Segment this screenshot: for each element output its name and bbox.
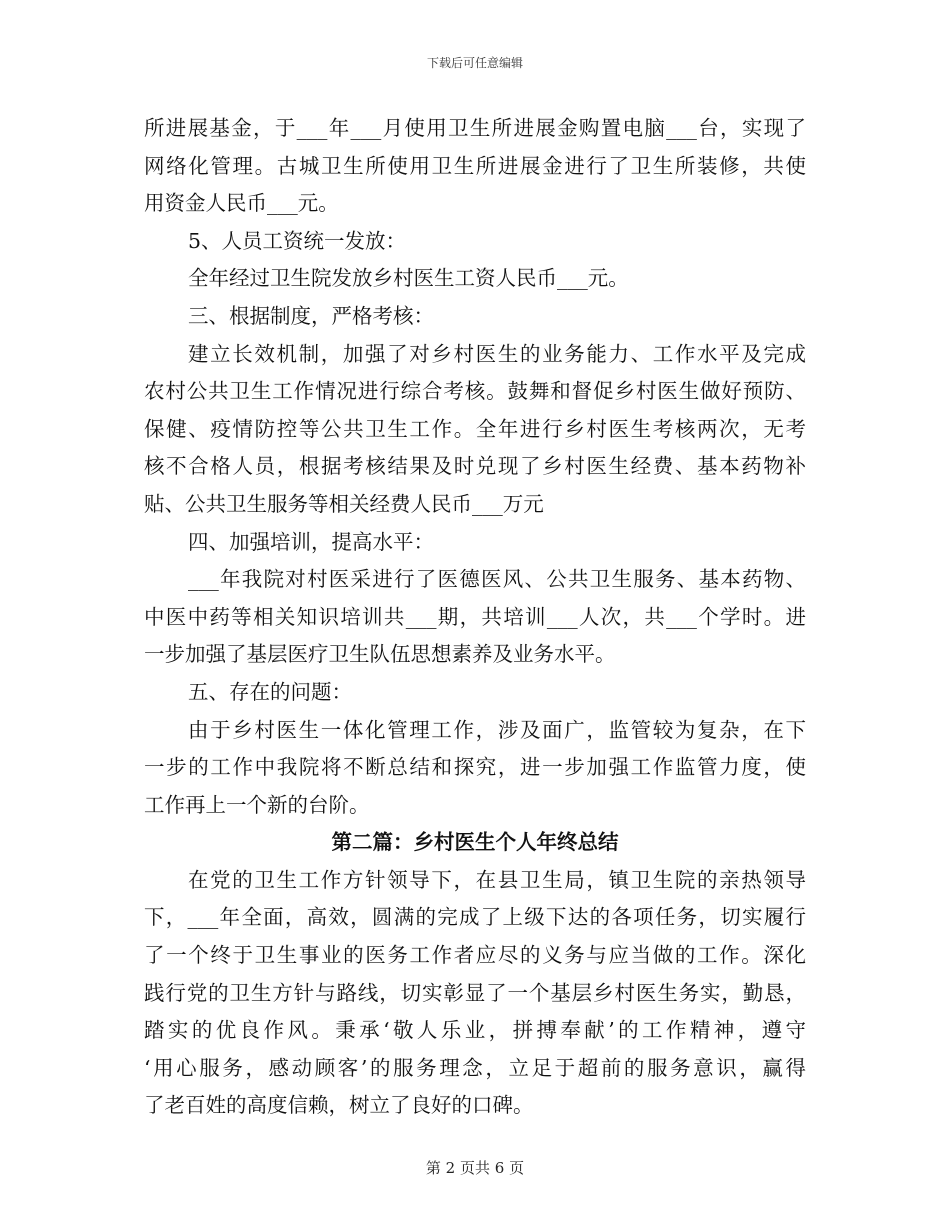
text-line: 了一个终于卫生事业的医务工作者应尽的义务与应当做的工作。深化: [144, 943, 806, 968]
section-heading: 三、根据制度，严格考核：: [188, 303, 434, 328]
text-line: 农村公共卫生工作情况进行综合考核。鼓舞和督促乡村医生做好预防、: [144, 379, 806, 404]
section-heading: 五、存在的问题：: [188, 679, 352, 704]
text-line: 踏实的优良作风。秉承‘敬人乐业，拼搏奉献’的工作精神，遵守: [144, 1018, 806, 1043]
page-number: 第 2 页共 6 页: [425, 1159, 525, 1177]
text-line: 用资金人民币___元。: [144, 191, 339, 216]
text-line: ‘用心服务，感动顾客’的服务理念，立足于超前的服务意识，赢得: [144, 1055, 806, 1080]
text-line: 保健、疫情防控等公共卫生工作。全年进行乡村医生考核两次，无考: [144, 416, 806, 441]
text-line: 建立长效机制，加强了对乡村医生的业务能力、工作水平及完成: [188, 341, 806, 366]
text-line: 中医中药等相关知识培训共___期，共培训___人次，共___个学时。进: [144, 604, 806, 629]
text-line: 由于乡村医生一体化管理工作，涉及面广，监管较为复杂，在下: [188, 717, 806, 742]
body-text: [144, 110, 806, 1125]
text-line: 一步的工作中我院将不断总结和探究，进一步加强工作监管力度，使: [144, 755, 806, 780]
section-heading: 四、加强培训，提高水平：: [188, 529, 434, 554]
text-line: ___年我院对村医采进行了医德医风、公共卫生服务、基本药物、: [188, 567, 806, 592]
text-line: 工作再上一个新的台阶。: [144, 792, 370, 817]
text-line: 践行党的卫生方针与路线，切实彰显了一个基层乡村医生务实，勤恳，: [144, 980, 806, 1005]
chapter-title: 第二篇：乡村医生个人年终总结: [331, 830, 619, 855]
text-line: 贴、公共卫生服务等相关经费人民币___万元: [144, 491, 544, 516]
text-line: 在党的卫生工作方针领导下，在县卫生局，镇卫生院的亲热领导: [188, 867, 806, 892]
text-line: 核不合格人员，根据考核结果及时兑现了乡村医生经费、基本药物补: [144, 454, 806, 479]
text-line: 网络化管理。古城卫生所使用卫生所进展金进行了卫生所装修，共使: [144, 153, 806, 178]
text-line: 了老百姓的高度信赖，树立了良好的口碑。: [144, 1093, 534, 1118]
text-line: 一步加强了基层医疗卫生队伍思想素养及业务水平。: [144, 642, 616, 667]
text-line: 全年经过卫生院发放乡村医生工资人民币___元。: [188, 266, 629, 291]
text-line: 所进展基金，于___年___月使用卫生所进展金购置电脑___台，实现了: [144, 116, 806, 140]
text-line: 下，___年全面，高效，圆满的完成了上级下达的各项任务，切实履行: [144, 905, 806, 930]
header-note: 下载后可任意编辑: [426, 56, 523, 70]
section-item: 5、人员工资统一发放：: [188, 228, 407, 253]
